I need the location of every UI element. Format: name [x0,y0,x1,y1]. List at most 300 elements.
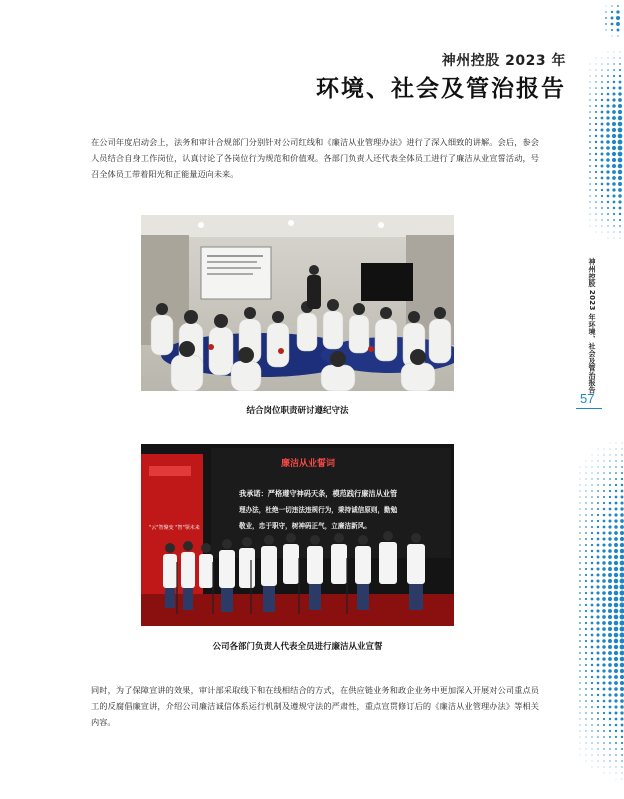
halftone-dot [591,490,592,491]
halftone-dot [579,550,581,552]
halftone-dot [601,225,602,226]
halftone-dot [613,219,615,221]
halftone-dot [589,159,591,161]
halftone-dot [579,664,581,666]
halftone-dot [613,201,616,204]
halftone-dot [596,232,597,233]
halftone-dot [609,490,611,492]
halftone-dot [602,657,605,660]
halftone-dot [607,63,608,64]
halftone-dot [590,226,591,227]
halftone-dot [579,724,580,725]
halftone-dot [621,472,623,474]
halftone-dot [612,146,616,150]
halftone-dot [609,724,611,726]
halftone-dot [595,141,597,143]
halftone-dot [607,201,609,203]
halftone-dot [603,520,606,523]
halftone-dot [585,520,587,522]
halftone-dot [612,194,615,197]
halftone-dot [621,730,624,733]
halftone-dot [607,93,610,96]
halftone-dot [606,170,609,173]
halftone-dot [609,454,610,455]
halftone-dot [598,461,599,462]
halftone-dot [601,141,604,144]
halftone-dot [608,52,609,53]
halftone-dot [603,754,604,755]
halftone-dot [608,639,612,643]
halftone-dot [610,449,611,450]
halftone-dot [591,568,594,571]
halftone-dot [614,615,619,620]
halftone-dot [591,688,593,690]
halftone-dot [615,742,617,744]
halftone-dot [620,543,624,547]
halftone-dot [586,749,587,750]
halftone-dot [614,525,618,529]
halftone-dot [602,609,606,613]
halftone-dot [602,597,606,601]
halftone-dot [614,549,618,553]
halftone-dot [615,754,617,756]
halftone-dot [614,52,615,53]
halftone-dot [585,676,587,678]
halftone-dot [591,748,592,749]
halftone-dot [606,176,609,179]
halftone-dot [602,543,605,546]
halftone-dot [591,526,593,528]
halftone-dot [585,730,586,731]
halftone-dot [579,526,580,527]
halftone-dot [609,466,610,467]
halftone-dot [585,664,587,666]
halftone-dot [607,99,610,102]
halftone-dot [618,134,623,139]
halftone-dot [586,761,587,762]
halftone-dot [601,195,603,197]
halftone-dot [585,682,587,684]
halftone-dot [598,449,599,450]
oath-line-1: 我承诺：严格遵守神码天条，模范践行廉洁从业管 [239,489,398,499]
halftone-dot [602,669,605,672]
halftone-dot [603,490,605,492]
halftone-dot [591,634,594,637]
halftone-dot [595,213,596,214]
halftone-dot [620,238,621,239]
halftone-dot [618,140,623,145]
halftone-dot [612,104,616,108]
halftone-dot [601,75,603,77]
halftone-dot [614,238,615,239]
halftone-dot [595,87,597,89]
halftone-dot [580,491,581,492]
halftone-dot [603,718,605,720]
halftone-dot [620,555,624,560]
halftone-dot [619,219,621,221]
halftone-dot [607,81,609,83]
halftone-dot [597,508,599,510]
halftone-dot [601,105,604,108]
halftone-dot [585,640,587,642]
halftone-dot [591,616,594,619]
halftone-dot [606,104,609,107]
halftone-dot [608,597,612,601]
halftone-dot [580,479,581,480]
halftone-dot [580,731,581,732]
halftone-dot [597,550,600,553]
halftone-dot [605,29,606,30]
halftone-dot [595,135,597,137]
halftone-dot [616,22,620,26]
halftone-dot [602,615,606,619]
halftone-dot [620,651,624,656]
halftone-dot [592,461,593,462]
halftone-dot [608,531,611,534]
halftone-dot [614,657,618,661]
halftone-dot [579,556,581,558]
halftone-dot [613,87,616,90]
halftone-dot [614,699,617,702]
halftone-dot [595,195,597,197]
halftone-dot [603,736,605,738]
halftone-dot [614,693,617,696]
halftone-dot [618,122,623,127]
halftone-dot [591,538,593,540]
halftone-dot [579,568,581,570]
halftone-dot [608,681,611,684]
halftone-dot [603,466,604,467]
halftone-dot [585,496,586,497]
halftone-dot [614,555,618,559]
halftone-dot [585,568,587,570]
halftone-dot [620,579,624,584]
halftone-dot [595,93,597,95]
halftone-dot [613,213,615,215]
halftone-dot [579,616,581,618]
halftone-dot [606,158,610,162]
halftone-dot [596,621,599,624]
oath-line-2: 理办法，杜绝一切违法违规行为，秉持诚信原则，勤勉 [239,505,398,515]
halftone-dot [619,207,622,210]
halftone-dot [601,81,603,83]
halftone-dot [589,207,590,208]
halftone-dot [603,730,605,732]
halftone-dot [608,525,611,528]
halftone-dot [591,580,594,583]
halftone-dot [585,598,587,600]
halftone-dot [620,573,624,578]
halftone-dot [579,496,580,497]
halftone-dot [616,16,620,20]
halftone-dot [595,75,596,76]
halftone-dot [613,231,614,232]
halftone-dot [579,706,580,707]
halftone-dot [614,687,618,691]
halftone-dot [620,627,624,632]
halftone-dot [591,520,593,522]
halftone-dot [612,128,616,132]
halftone-dot [603,760,604,761]
halftone-dot [612,110,616,114]
halftone-dot [603,742,605,744]
halftone-dot [620,669,624,673]
halftone-dot [608,561,612,565]
halftone-dot [589,123,591,125]
halftone-dot [621,496,624,499]
halftone-dot [580,743,581,744]
halftone-dot [579,610,581,612]
halftone-dot [595,129,597,131]
halftone-dot [616,443,617,444]
halftone-dot [618,194,621,197]
halftone-dot [611,5,612,6]
halftone-dot [618,86,621,89]
halftone-dot [579,502,580,503]
halftone-dot [597,466,598,467]
halftone-dot [607,189,610,192]
halftone-dot [619,57,620,58]
halftone-dot [596,627,599,630]
halftone-dot [622,773,623,774]
halftone-dot [591,514,593,516]
halftone-dot [579,604,581,606]
halftone-dot [619,602,624,607]
halftone-dot [591,700,593,702]
halftone-dot [603,514,606,517]
halftone-dot [601,183,604,186]
halftone-dot [597,556,600,559]
halftone-dot [615,472,617,474]
halftone-dot [585,688,587,690]
stage-slogan: "云"智聚变 "智"领未来 [149,524,200,531]
halftone-dot [596,591,599,594]
halftone-dot [608,675,611,678]
halftone-dot [589,105,591,107]
halftone-dot [620,693,624,697]
halftone-dot [613,207,615,209]
halftone-dot [603,694,606,697]
page-number: 57 [580,391,594,406]
halftone-dot [595,207,596,208]
halftone-dot [620,52,621,53]
halftone-dot [596,58,597,59]
halftone-dot [580,755,581,756]
halftone-dot [591,622,594,625]
halftone-dot [608,657,612,661]
halftone-dot [602,639,606,643]
halftone-dot [608,693,611,696]
halftone-dot [606,122,609,125]
halftone-dot [585,718,586,719]
side-report-label: 神州控股 2023 年环境、社会及管治报告 [585,258,597,383]
halftone-dot [609,730,611,732]
halftone-dot [620,585,624,590]
halftone-dot [589,171,591,173]
halftone-dot [620,663,624,668]
halftone-dot [591,676,593,678]
halftone-dot [585,634,587,636]
halftone-dot [608,579,612,583]
halftone-dot [596,567,599,570]
halftone-dot [607,75,609,77]
halftone-dot [591,484,592,485]
halftone-dot [620,633,624,638]
halftone-dot [597,748,598,749]
followup-paragraph: 同时，为了保障宣讲的效果，审计部采取线下和在线相结合的方式，在供应链业务和政企业务中更加深入开展对公司重点员工的反腐倡廉宣讲，介绍公司廉洁诚信体系运行机制及遵规守法的严肃性，重点宣贯修订后的《廉洁从业管理办法》等相关内容。 [91,682,539,730]
halftone-dot [609,478,611,480]
halftone-dot [597,562,600,565]
halftone-dot [602,627,606,631]
halftone-dot [596,609,599,612]
halftone-dot [585,580,587,582]
halftone-dot [585,556,587,558]
halftone-dot [602,591,606,595]
halftone-dot [621,454,622,455]
halftone-dot [603,472,604,473]
halftone-dot [579,652,581,654]
halftone-dot [607,207,609,209]
halftone-dot [590,76,591,77]
halftone-dot [601,201,603,203]
halftone-dot [612,188,615,191]
halftone-dot [614,639,618,643]
halftone-dot [608,669,612,673]
halftone-dot [618,104,622,108]
halftone-dot [620,645,624,650]
halftone-dot [579,658,581,660]
halftone-dot [618,164,623,169]
halftone-dot [618,116,622,120]
halftone-dot [617,35,618,36]
halftone-dot [589,153,591,155]
halftone-dot [591,556,593,558]
halftone-dot [589,195,590,196]
halftone-dot [612,182,616,186]
meeting-photo [141,215,454,391]
halftone-dot [620,711,623,714]
halftone-dot [601,207,603,209]
halftone-dot [591,652,594,655]
halftone-dot [589,117,591,119]
halftone-dot [591,736,592,737]
halftone-dot [579,574,581,576]
halftone-dot [615,496,618,499]
halftone-dot [586,743,587,744]
halftone-dot [618,98,622,102]
halftone-dot [608,549,612,553]
stage-screen-title: 廉洁从业誓词 [281,457,335,469]
halftone-dot [586,755,587,756]
halftone-dot [591,562,594,565]
oath-ceremony-photo [141,444,454,626]
halftone-dot [585,700,587,702]
halftone-dot [614,705,617,708]
halftone-dot [586,473,587,474]
halftone-dot [601,135,604,138]
halftone-dot [595,219,596,220]
halftone-dot [597,742,598,743]
halftone-dot [607,219,609,221]
halftone-dot [601,63,602,64]
halftone-dot [597,478,598,479]
halftone-dot [614,627,619,632]
halftone-dot [597,652,600,655]
halftone-dot [603,484,605,486]
halftone-dot [602,58,603,59]
halftone-dot [579,580,581,582]
halftone-dot [595,81,596,82]
halftone-dot [618,146,623,151]
halftone-dot [595,69,596,70]
halftone-dot [615,736,617,738]
halftone-dot [620,519,624,523]
halftone-dot [620,699,624,703]
halftone-dot [612,170,616,174]
halftone-dot [606,6,607,7]
halftone-dot [597,700,599,702]
halftone-dot [597,532,600,535]
halftone-dot [603,700,606,703]
halftone-dot [590,214,591,215]
halftone-dot [597,502,599,504]
halftone-dot [607,87,609,89]
halftone-dot [585,646,587,648]
halftone-dot [602,603,606,607]
halftone-dot [612,134,616,138]
halftone-dot [598,455,599,456]
halftone-dot [612,98,615,101]
halftone-dot [597,694,599,696]
halftone-dot [608,627,612,631]
halftone-dot [603,460,604,461]
halftone-dot [607,225,608,226]
halftone-dot [610,767,611,768]
halftone-dot [595,189,597,191]
halftone-dot [615,484,617,486]
halftone-dot [606,134,610,138]
halftone-dot [591,610,594,613]
halftone-dot [601,165,604,168]
halftone-dot [602,621,606,625]
halftone-dot [615,460,616,461]
halftone-dot [579,682,580,683]
halftone-dot [611,29,613,31]
oath-photo-caption: 公司各部门负责人代表全员进行廉洁从业宣誓 [141,640,454,652]
halftone-dot [603,712,605,714]
halftone-dot [609,502,612,505]
halftone-dot [604,767,605,768]
halftone-dot [602,555,605,558]
halftone-dot [580,485,581,486]
halftone-dot [579,712,580,713]
halftone-dot [596,645,599,648]
halftone-dot [608,621,612,625]
halftone-dot [613,225,614,226]
halftone-dot [612,140,616,144]
halftone-dot [602,645,605,648]
halftone-dot [595,171,597,173]
halftone-dot [609,514,612,517]
halftone-dot [608,609,612,613]
halftone-dot [612,92,615,95]
halftone-dot [596,579,599,582]
halftone-dot [601,111,604,114]
halftone-dot [592,755,593,756]
halftone-dot [619,608,624,613]
halftone-dot [585,736,586,737]
halftone-dot [585,526,587,528]
